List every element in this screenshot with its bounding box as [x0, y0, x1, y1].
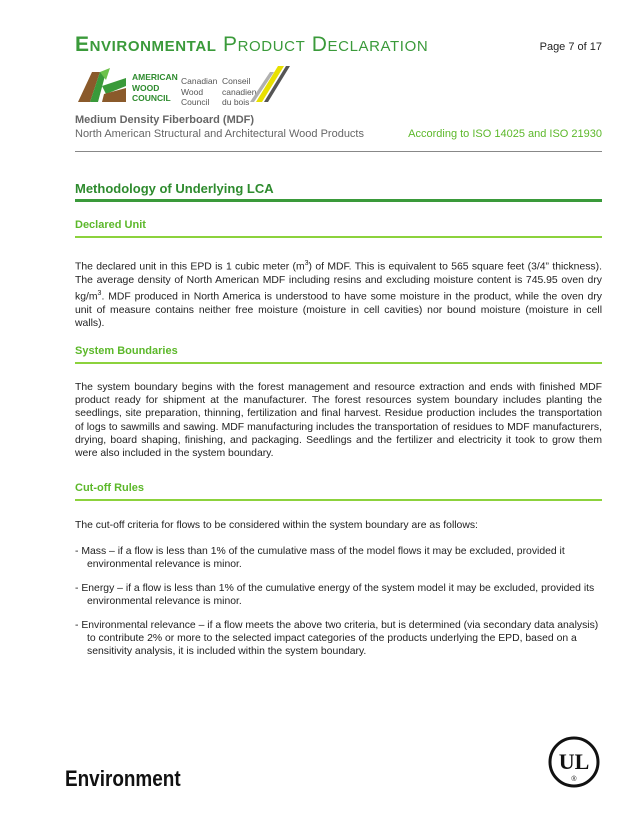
ul-registered-mark: ®	[571, 776, 577, 783]
title-bold: Environmental	[75, 33, 217, 56]
canadian-wood-council-logo	[250, 64, 290, 104]
system-boundaries-paragraph: The system boundary begins with the forest management and resource extraction and ends with finished MDF product ready for shipment at the manufacturer. The forest resources system boundary includes planting the seedlings, site preparation, thinning, fertilization and final harvest. Residue production includes the transportation of logs to sawmills and sawing. MDF manufacturing includes the transportation of residues to MDF manufacturers, drying, board shaping, finishing, and packaging. Seedlings and the fertilizer and electricity it took to grow them were also included in the system boundary.	[75, 382, 602, 460]
awc-line: COUNCIL	[132, 93, 171, 103]
american-wood-council-logo	[76, 66, 128, 104]
cwc-line: du bois	[222, 97, 250, 107]
system-boundaries-heading: System Boundaries	[75, 345, 178, 357]
awc-line: AMERICAN	[132, 72, 178, 82]
ul-logo	[548, 736, 600, 788]
declared-unit-paragraph	[75, 257, 602, 330]
list-item: - Energy – if a flow is less than 1% of the cumulative energy of the system model it may be excluded, provided its environmental relevance is minor.	[75, 583, 595, 608]
superscript: 3	[97, 289, 102, 297]
declared-unit-text: . MDF produced in North America is understood to have some moisture in the product, while the oven dry unit of measure contains neither free moisture (moisture in cell cavities) nor bound moisture (moisture in cell walls).	[75, 291, 602, 329]
product-name: Medium Density Fiberboard (MDF)	[75, 114, 255, 126]
awc-line: WOOD	[132, 82, 160, 93]
cwc-english-wordmark	[181, 76, 217, 108]
iso-standard-label: According to ISO 14025 and ISO 21930	[408, 128, 602, 140]
system-boundaries-divider	[75, 362, 602, 364]
header-divider	[75, 151, 602, 152]
declared-unit-text: The declared unit in this EPD is 1 cubic meter (m	[75, 261, 305, 273]
product-category: North American Structural and Architectural Wood Products	[75, 128, 364, 140]
cwc-line: Conseil	[222, 76, 251, 86]
declared-unit-heading: Declared Unit	[75, 219, 146, 231]
list-item: - Environmental relevance – if a flow meets the above two criteria, but is determined (via secondary data analysis) to contribute 2% or more to the selected impact categories of the products underlying the EPD, based on a sensitivity analysis, it is included within the system boundary.	[75, 620, 599, 658]
declared-unit-divider	[75, 236, 602, 238]
title-rest: Product Declaration	[222, 33, 429, 56]
document-title	[75, 33, 428, 57]
cutoff-rules-divider	[75, 499, 602, 501]
cwc-line: Canadian	[181, 76, 218, 86]
awc-wordmark	[132, 72, 178, 104]
cwc-line: canadien	[222, 86, 257, 97]
cwc-line: Council	[181, 97, 210, 107]
cwc-line: Wood	[181, 86, 204, 97]
footer-environment-wordmark: Environment	[65, 766, 181, 791]
list-item: - Mass – if a flow is less than 1% of the cumulative mass of the model flows it may be excluded, provided it environmental relevance is minor.	[75, 546, 565, 571]
cutoff-rules-heading: Cut-off Rules	[75, 482, 145, 494]
declared-unit-text: ) of MDF. This is equivalent to 565 square feet (3/4” thickness). The average density of North American MDF including resins and excluding moisture content is 745.95 oven dry kg/m	[75, 261, 602, 303]
superscript: 3	[304, 260, 309, 267]
cutoff-intro: The cut-off criteria for flows to be considered within the system boundary are as follows:	[75, 520, 478, 531]
ul-logo-text: UL	[558, 749, 590, 774]
section-divider	[75, 199, 602, 202]
section-title: Methodology of Underlying LCA	[75, 181, 274, 196]
page-number: Page 7 of 17	[539, 41, 602, 53]
